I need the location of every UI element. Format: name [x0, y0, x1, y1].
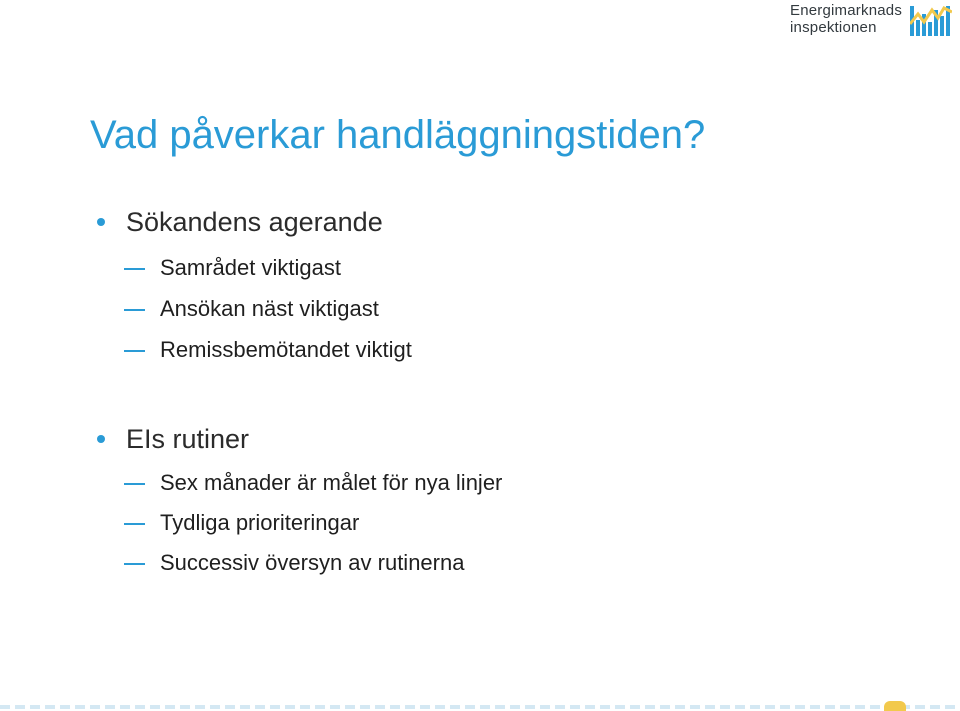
section-heading-text: EIs rutiner [126, 424, 250, 454]
dash-bullet-icon [124, 350, 145, 352]
corner-badge [884, 701, 906, 711]
bullet-dot-icon [97, 218, 105, 226]
list-item-text: Remissbemötandet viktigt [160, 337, 412, 362]
list-item-text: Samrådet viktigast [160, 255, 341, 280]
dash-bullet-icon [124, 523, 145, 525]
logo-line-1: Energimarknads [790, 2, 903, 19]
dash-bullet-icon [124, 563, 145, 565]
list-item-text: Sex månader är målet för nya linjer [160, 470, 503, 495]
list-item-text: Tydliga prioriteringar [160, 510, 360, 535]
slide-title: Vad påverkar handläggningstiden? [90, 113, 706, 157]
section-heading-text: Sökandens agerande [126, 207, 383, 237]
bullet-dot-icon [97, 435, 105, 443]
dash-bullet-icon [124, 309, 145, 311]
footer-divider [0, 705, 960, 709]
logo-wordmark [790, 2, 902, 36]
dash-bullet-icon [124, 483, 145, 485]
list-item-text: Successiv översyn av rutinerna [160, 550, 465, 575]
energimarknadsinspektionen-logo [790, 2, 956, 42]
logo-line-2: inspektionen [790, 19, 877, 36]
list-item-text: Ansökan näst viktigast [160, 296, 379, 321]
dash-bullet-icon [124, 268, 145, 270]
logo-graph-icon [910, 2, 952, 38]
